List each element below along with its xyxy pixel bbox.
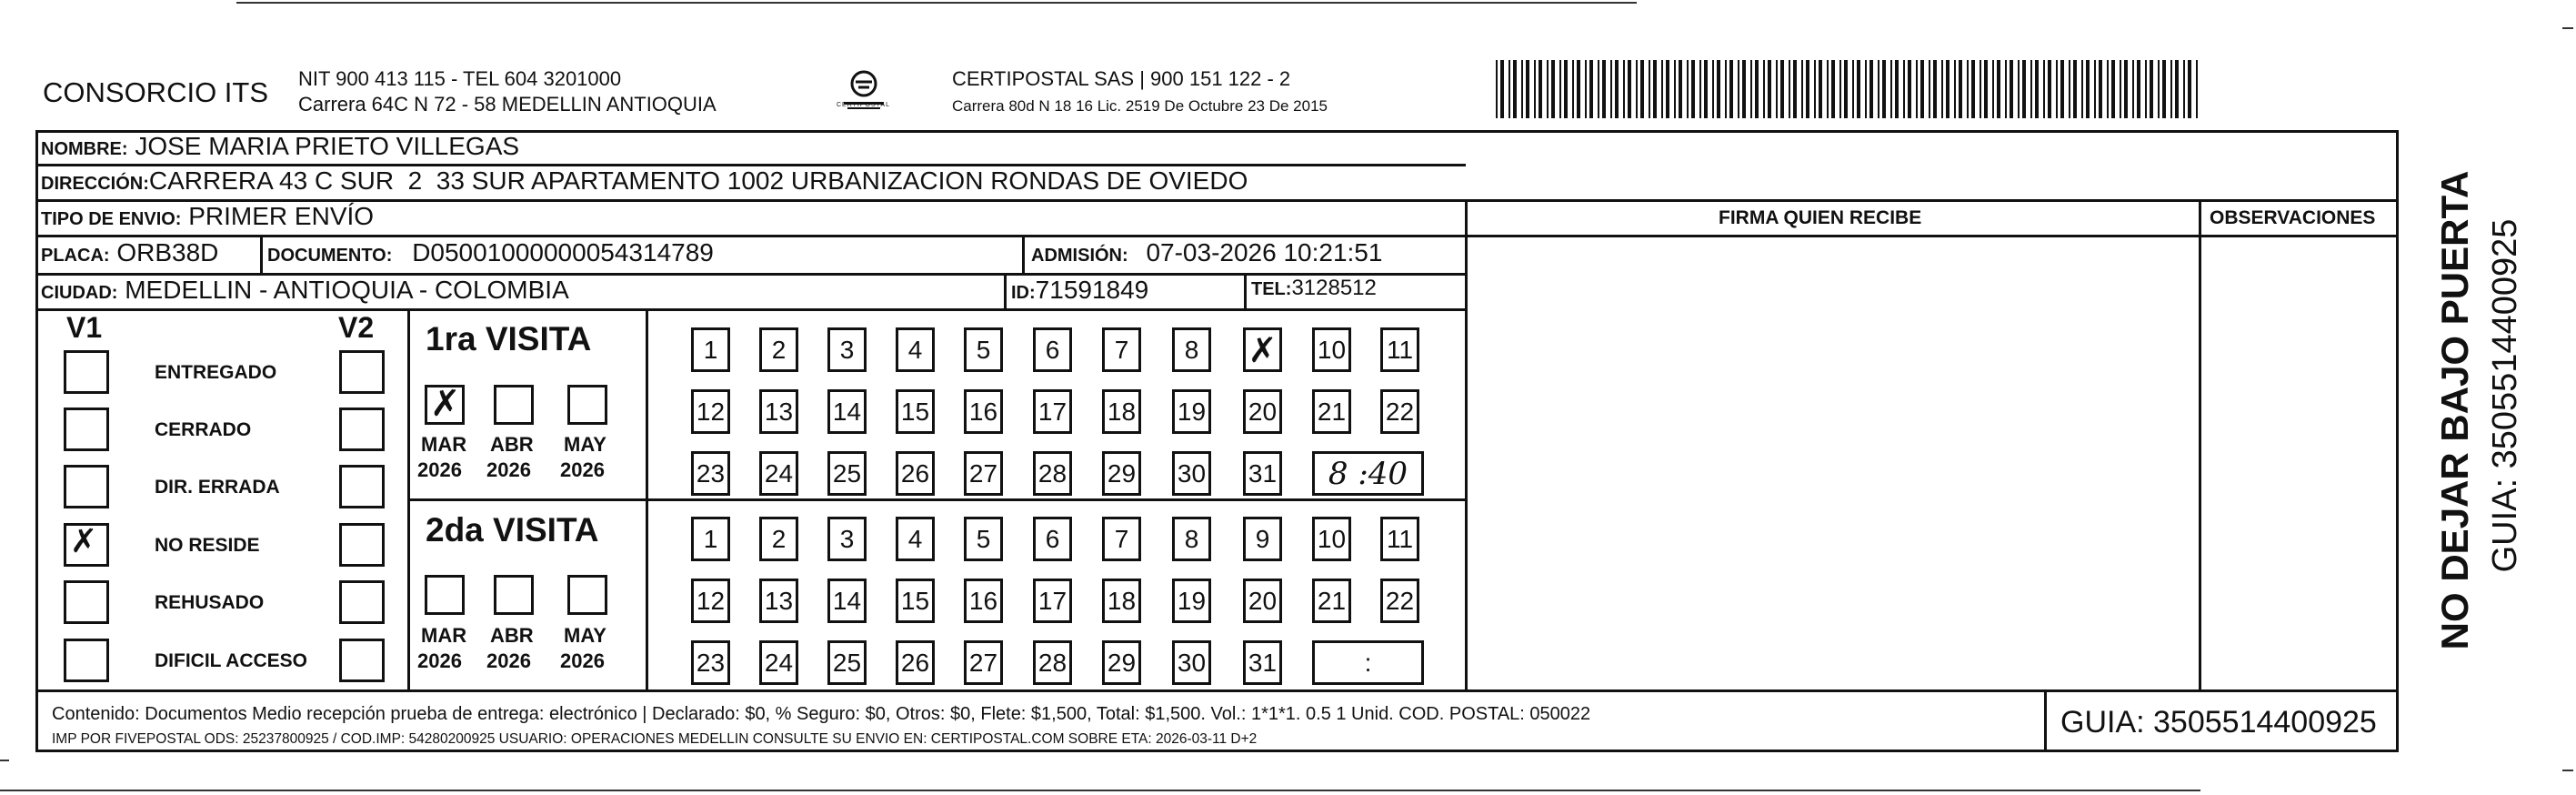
- send-type-label: TIPO DE ENVIO:: [41, 209, 182, 229]
- month-label: MAR: [421, 624, 467, 647]
- barcode-bar: [1623, 60, 1625, 118]
- second-visit-day-box[interactable]: 16: [964, 579, 1003, 623]
- company-nit: NIT 900 413 115 - TEL 604 3201000: [298, 67, 622, 90]
- barcode-bar: [2175, 60, 2179, 118]
- barcode-bar: [1920, 60, 1924, 118]
- second-visit-day-box[interactable]: 3: [827, 517, 867, 561]
- barcode-bar: [1666, 60, 1669, 118]
- barcode-bar: [1534, 60, 1536, 118]
- v1-label: V1: [66, 311, 103, 344]
- month-label: ABR: [490, 624, 534, 647]
- firma-label: FIRMA QUIEN RECIBE: [1719, 207, 1922, 228]
- no-dejar-warning: NO DEJAR BAJO PUERTA: [2433, 170, 2476, 650]
- status-option-label: DIFICIL ACCESO: [155, 650, 308, 671]
- barcode-bar: [1513, 60, 1517, 118]
- barcode-bar: [2005, 60, 2007, 118]
- barcode-bar: [1903, 60, 1905, 118]
- first-visit-day-box[interactable]: 4: [896, 327, 935, 372]
- barcode-bar: [1997, 60, 2000, 118]
- admission-date: 07-03-2026 10:21:51: [1146, 238, 1383, 267]
- first-visit-day-box[interactable]: 17: [1033, 389, 1072, 434]
- status-option-label: REHUSADO: [155, 592, 265, 613]
- edge-tick: [2562, 27, 2573, 29]
- barcode-bar: [1857, 60, 1860, 118]
- v2-checkbox[interactable]: [339, 465, 385, 508]
- barcode-bar: [2094, 60, 2096, 118]
- barcode-bar: [1572, 60, 1574, 118]
- document-label: DOCUMENTO:: [267, 246, 393, 266]
- v2-checkbox[interactable]: [339, 639, 385, 682]
- second-visit-day-box[interactable]: 5: [964, 517, 1003, 561]
- barcode-bar: [1806, 60, 1809, 118]
- barcode-bar: [1738, 60, 1739, 118]
- barcode-bar: [1992, 60, 1994, 118]
- check-mark-icon: ✗: [70, 523, 98, 560]
- barcode-bar: [2111, 60, 2115, 118]
- first-visit-day-box[interactable]: 16: [964, 389, 1003, 434]
- first-visit-day-box[interactable]: 22: [1380, 389, 1419, 434]
- barcode-bar: [2183, 60, 2185, 118]
- barcode-bar: [1776, 60, 1778, 118]
- barcode-bar: [1712, 60, 1714, 118]
- form-frame: [35, 130, 2399, 752]
- tel-label: TEL:: [1251, 279, 1292, 299]
- barcode-bar: [2188, 60, 2191, 118]
- second-visit-label: 2da VISITA: [426, 511, 599, 548]
- v1-checkbox[interactable]: [64, 408, 109, 451]
- barcode-bar: [1980, 60, 1981, 118]
- barcode-bar: [1610, 60, 1612, 118]
- barcode-bar: [2196, 60, 2198, 118]
- scan-edge-top: [236, 2, 1637, 4]
- barcode-bar: [1589, 60, 1593, 118]
- barcode-bar: [2022, 60, 2026, 118]
- barcode-bar: [2081, 60, 2083, 118]
- barcode-bar: [1789, 60, 1790, 118]
- barcode-bar: [1882, 60, 1886, 118]
- barcode-bar: [1844, 60, 1848, 118]
- first-visit-day-box[interactable]: 3: [827, 327, 867, 372]
- first-visit-day-box[interactable]: 21: [1312, 389, 1351, 434]
- first-visit-day-box[interactable]: 14: [827, 389, 867, 434]
- barcode-bar: [2145, 60, 2147, 118]
- first-visit-time-box[interactable]: 8 :40: [1312, 451, 1424, 496]
- barcode-bar: [1878, 60, 1879, 118]
- barcode-bar: [2048, 60, 2051, 118]
- barcode-bar: [2069, 60, 2070, 118]
- v1-checkbox[interactable]: [64, 523, 109, 567]
- barcode-bar: [1687, 60, 1689, 118]
- company-name: CONSORCIO ITS: [43, 76, 269, 108]
- barcode-bar: [1954, 60, 1956, 118]
- barcode-bar: [1941, 60, 1943, 118]
- admission-label: ADMISIÓN:: [1031, 246, 1128, 266]
- barcode-bar: [1852, 60, 1854, 118]
- barcode-bar: [1946, 60, 1950, 118]
- second-visit-month-checkbox[interactable]: [425, 575, 465, 615]
- edge-tick: [2562, 770, 2573, 771]
- v2-label: V2: [338, 311, 375, 344]
- month-label: MAY: [564, 433, 606, 456]
- second-visit-day-box[interactable]: 20: [1243, 579, 1282, 623]
- first-visit-day-box[interactable]: 1: [691, 327, 730, 372]
- second-visit-day-box[interactable]: 10: [1312, 517, 1351, 561]
- first-visit-day-box[interactable]: 12: [691, 389, 730, 434]
- barcode-bar: [1539, 60, 1542, 118]
- first-visit-day-box[interactable]: 7: [1102, 327, 1141, 372]
- barcode-bar: [1755, 60, 1759, 118]
- second-visit-time-box[interactable]: :: [1312, 640, 1424, 685]
- barcode-bar: [2120, 60, 2121, 118]
- second-visit-day-box[interactable]: 9: [1243, 517, 1282, 561]
- barcode-bar: [2010, 60, 2013, 118]
- first-visit-month-checkbox[interactable]: [425, 385, 465, 425]
- barcode-bar: [2170, 60, 2172, 118]
- second-visit-day-box[interactable]: 19: [1172, 579, 1211, 623]
- first-visit-day-box[interactable]: 6: [1033, 327, 1072, 372]
- barcode-bar: [1742, 60, 1746, 118]
- second-visit-day-box[interactable]: 28: [1033, 640, 1072, 685]
- document-number: D05001000000054314789: [412, 238, 714, 267]
- send-type: PRIMER ENVÍO: [188, 202, 375, 230]
- month-label: MAR: [421, 433, 467, 456]
- second-visit-day-box[interactable]: 6: [1033, 517, 1072, 561]
- second-visit-day-box[interactable]: 1: [691, 517, 730, 561]
- barcode-bar: [2137, 60, 2140, 118]
- barcode-bar: [1725, 60, 1727, 118]
- barcode-bar: [1793, 60, 1797, 118]
- barcode-bar: [1967, 60, 1969, 118]
- edge-tick: [0, 760, 9, 761]
- barcode-bar: [2099, 60, 2102, 118]
- second-visit-day-box[interactable]: 8: [1172, 517, 1211, 561]
- barcode-bar: [1500, 60, 1504, 118]
- barcode-bar: [1521, 60, 1523, 118]
- v1-checkbox[interactable]: [64, 580, 109, 624]
- second-visit-day-box[interactable]: 12: [691, 579, 730, 623]
- first-visit-month-checkbox[interactable]: [567, 385, 607, 425]
- barcode-bar: [2035, 60, 2039, 118]
- year-label: 2026: [486, 458, 531, 481]
- barcode-bar: [1895, 60, 1899, 118]
- barcode-bar: [1691, 60, 1695, 118]
- id-label: ID:: [1011, 283, 1036, 303]
- barcode-bar: [1908, 60, 1911, 118]
- second-visit-day-box[interactable]: 26: [896, 640, 935, 685]
- first-visit-day-box[interactable]: 25: [827, 451, 867, 496]
- first-visit-day-box[interactable]: 31: [1243, 451, 1282, 496]
- side-guia: GUIA: 3505514400925: [2486, 218, 2524, 573]
- second-visit-day-box[interactable]: 25: [827, 640, 867, 685]
- check-mark-icon: ✗: [430, 383, 461, 425]
- status-option-label: NO RESIDE: [155, 535, 260, 556]
- barcode-bar: [1717, 60, 1720, 118]
- footer-guia: GUIA: 3505514400925: [2060, 705, 2377, 740]
- barcode-bar: [1699, 60, 1701, 118]
- barcode-bar: [1585, 60, 1587, 118]
- tel-number: 3128512: [1291, 276, 1377, 300]
- status-option-label: DIR. ERRADA: [155, 477, 280, 498]
- v1-checkbox[interactable]: [64, 465, 109, 508]
- barcode-bar: [1598, 60, 1599, 118]
- second-visit-day-box[interactable]: 17: [1033, 579, 1072, 623]
- first-visit-day-box[interactable]: 18: [1102, 389, 1141, 434]
- barcode-bar: [1814, 60, 1816, 118]
- footer-content: Contenido: Documentos Medio recepción prueba de entrega: electrónico | Declarado: $0, % Seguro: $0, Otros: $0, Flete: $1,500, Total: $1,500. Vol.: 1*1*1. 0.5 1 Unid. COD. POSTAL: 050022: [52, 704, 1591, 724]
- barcode-bar: [1602, 60, 1606, 118]
- second-visit-day-box[interactable]: 13: [759, 579, 798, 623]
- plate-label: PLACA:: [41, 246, 110, 266]
- first-visit-day-box[interactable]: 23: [691, 451, 730, 496]
- barcode-bar: [1890, 60, 1892, 118]
- status-option-label: CERRADO: [155, 419, 252, 440]
- barcode-bar: [1509, 60, 1510, 118]
- plate: ORB38D: [116, 238, 219, 267]
- status-option-label: ENTREGADO: [155, 362, 277, 383]
- scan-edge-bottom: [0, 790, 2200, 791]
- first-visit-day-box[interactable]: 27: [964, 451, 1003, 496]
- barcode-bar: [2060, 60, 2064, 118]
- barcode-bar: [1819, 60, 1822, 118]
- year-label: 2026: [560, 649, 605, 672]
- second-visit-day-box[interactable]: 4: [896, 517, 935, 561]
- second-visit-day-box[interactable]: 22: [1380, 579, 1419, 623]
- name-label: NOMBRE:: [41, 139, 128, 159]
- logo-text: CERTIPOSTAL: [837, 102, 890, 108]
- first-visit-day-box[interactable]: 5: [964, 327, 1003, 372]
- first-visit-day-box[interactable]: 19: [1172, 389, 1211, 434]
- first-visit-day-box[interactable]: 29: [1102, 451, 1141, 496]
- barcode-bar: [1865, 60, 1867, 118]
- city-label: CIUDAD:: [41, 283, 118, 303]
- barcode-bar: [2030, 60, 2032, 118]
- second-visit-day-box[interactable]: 18: [1102, 579, 1141, 623]
- first-visit-day-box[interactable]: 26: [896, 451, 935, 496]
- second-visit-day-box[interactable]: 2: [759, 517, 798, 561]
- second-visit-day-box[interactable]: 21: [1312, 579, 1351, 623]
- footer-print-info: IMP POR FIVEPOSTAL ODS: 25237800925 / COD.IMP: 54280200925 USUARIO: OPERACIONES MEDELLIN CONSULTE SU ENVIO EN: CERTIPOSTAL.COM SOBRE ETA: 2026-03-11 D+2: [52, 731, 1258, 747]
- barcode-bar: [1768, 60, 1771, 118]
- barcode-bar: [2043, 60, 2045, 118]
- barcode-bar: [1763, 60, 1765, 118]
- barcode-bar: [1984, 60, 1988, 118]
- first-visit-day-box[interactable]: 10: [1312, 327, 1351, 372]
- recipient-address: CARRERA 43 C SUR 2 33 SUR APARTAMENTO 1002 URBANIZACION RONDAS DE OVIEDO: [148, 166, 1248, 195]
- v1-checkbox[interactable]: [64, 639, 109, 682]
- barcode-bar: [1496, 60, 1498, 118]
- barcode-bar: [1615, 60, 1619, 118]
- barcode-bar: [1933, 60, 1937, 118]
- barcode-bar: [1636, 60, 1638, 118]
- barcode-bar: [1839, 60, 1841, 118]
- barcode-bar: [1653, 60, 1657, 118]
- barcode-bar: [2158, 60, 2160, 118]
- first-visit-month-checkbox[interactable]: [494, 385, 534, 425]
- year-label: 2026: [486, 649, 531, 672]
- first-visit-day-box[interactable]: 11: [1380, 327, 1419, 372]
- barcode-bar: [1526, 60, 1529, 118]
- barcode-bar: [1564, 60, 1568, 118]
- barcode-bar: [1674, 60, 1676, 118]
- barcode-bar: [1729, 60, 1733, 118]
- barcode-bar: [1704, 60, 1708, 118]
- year-label: 2026: [560, 458, 605, 481]
- recipient-name: JOSE MARIA PRIETO VILLEGAS: [135, 132, 520, 160]
- second-visit-day-box[interactable]: 24: [759, 640, 798, 685]
- year-label: 2026: [417, 458, 462, 481]
- barcode-bar: [2056, 60, 2058, 118]
- second-visit-month-checkbox[interactable]: [567, 575, 607, 615]
- v2-checkbox[interactable]: [339, 408, 385, 451]
- barcode-bar: [1959, 60, 1962, 118]
- barcode-bar: [2132, 60, 2134, 118]
- barcode-bar: [1577, 60, 1580, 118]
- first-visit-day-box[interactable]: 30: [1172, 451, 1211, 496]
- second-visit-day-box[interactable]: 27: [964, 640, 1003, 685]
- year-label: 2026: [417, 649, 462, 672]
- v2-checkbox[interactable]: [339, 523, 385, 567]
- city: MEDELLIN - ANTIOQUIA - COLOMBIA: [125, 276, 569, 304]
- first-visit-day-box[interactable]: 8: [1172, 327, 1211, 372]
- barcode-bar: [1780, 60, 1784, 118]
- first-visit-day-box[interactable]: 13: [759, 389, 798, 434]
- second-visit-day-box[interactable]: 14: [827, 579, 867, 623]
- carrier-address: Carrera 80d N 18 16 Lic. 2519 De Octubre 23 De 2015: [952, 97, 1328, 115]
- barcode-bar: [1547, 60, 1549, 118]
- barcode-bar: [1628, 60, 1631, 118]
- second-visit-day-box[interactable]: 7: [1102, 517, 1141, 561]
- first-visit-day-box[interactable]: 28: [1033, 451, 1072, 496]
- barcode: [1496, 60, 2205, 118]
- first-visit-day-box[interactable]: 2: [759, 327, 798, 372]
- address-label: DIRECCIÓN:: [41, 174, 149, 194]
- first-visit-day-box[interactable]: 24: [759, 451, 798, 496]
- barcode-bar: [1661, 60, 1663, 118]
- second-visit-day-box[interactable]: 23: [691, 640, 730, 685]
- first-visit-day-box[interactable]: [1243, 327, 1282, 372]
- carrier-name: CERTIPOSTAL SAS | 900 151 122 - 2: [952, 67, 1291, 90]
- barcode-bar: [1551, 60, 1555, 118]
- v2-checkbox[interactable]: [339, 350, 385, 394]
- second-visit-day-box[interactable]: 15: [896, 579, 935, 623]
- company-address: Carrera 64C N 72 - 58 MEDELLIN ANTIOQUIA: [298, 93, 717, 116]
- second-visit-day-box[interactable]: 29: [1102, 640, 1141, 685]
- month-label: ABR: [490, 433, 534, 456]
- barcode-bar: [2086, 60, 2090, 118]
- v2-checkbox[interactable]: [339, 580, 385, 624]
- barcode-bar: [1831, 60, 1835, 118]
- first-visit-day-box[interactable]: 15: [896, 389, 935, 434]
- check-mark-icon: ✗: [1248, 329, 1278, 370]
- barcode-bar: [2162, 60, 2166, 118]
- second-visit-day-box[interactable]: 11: [1380, 517, 1419, 561]
- second-visit-day-box[interactable]: 30: [1172, 640, 1211, 685]
- barcode-bar: [1559, 60, 1561, 118]
- barcode-bar: [1869, 60, 1873, 118]
- barcode-bar: [1929, 60, 1930, 118]
- barcode-bar: [1750, 60, 1752, 118]
- barcode-bar: [2073, 60, 2077, 118]
- barcode-bar: [2018, 60, 2020, 118]
- barcode-bar: [2107, 60, 2109, 118]
- id-number: 71591849: [1035, 276, 1149, 304]
- barcode-bar: [1916, 60, 1918, 118]
- second-visit-month-checkbox[interactable]: [494, 575, 534, 615]
- barcode-bar: [1801, 60, 1803, 118]
- barcode-bar: [2124, 60, 2128, 118]
- first-visit-day-box[interactable]: 20: [1243, 389, 1282, 434]
- observaciones-label: OBSERVACIONES: [2210, 207, 2376, 228]
- v1-checkbox[interactable]: [64, 350, 109, 394]
- barcode-bar: [2150, 60, 2153, 118]
- month-label: MAY: [564, 624, 606, 647]
- barcode-bar: [1827, 60, 1829, 118]
- first-visit-label: 1ra VISITA: [426, 320, 592, 357]
- barcode-bar: [1640, 60, 1644, 118]
- second-visit-day-box[interactable]: 31: [1243, 640, 1282, 685]
- barcode-bar: [1679, 60, 1682, 118]
- barcode-bar: [1971, 60, 1975, 118]
- barcode-bar: [1649, 60, 1650, 118]
